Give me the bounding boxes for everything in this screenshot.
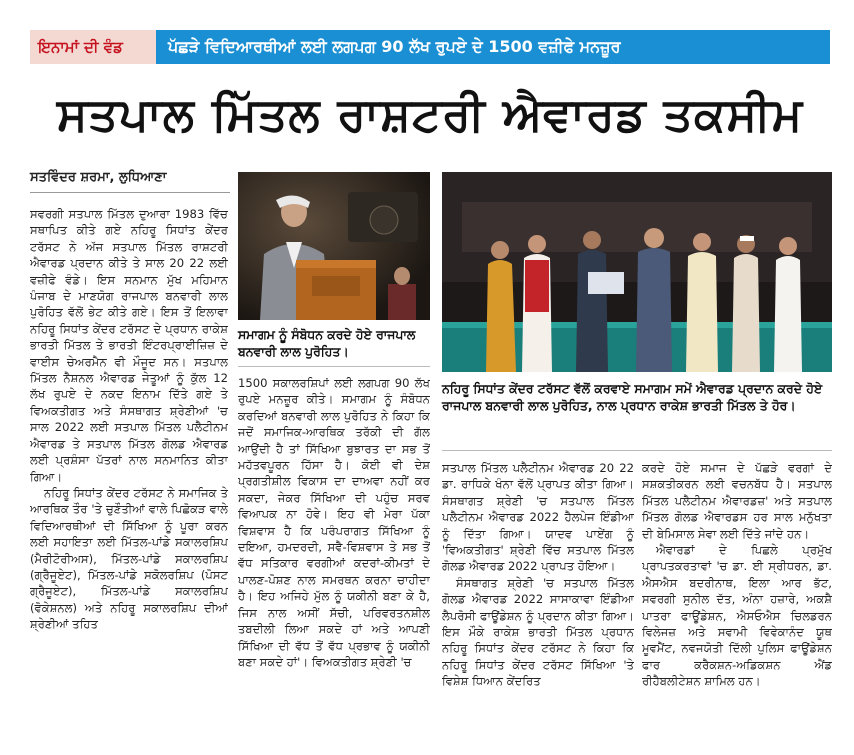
paragraph: ਕਰਦੇ ਹੋਏ ਸਮਾਜ ਦੇ ਪੱਛੜੇ ਵਰਗਾਂ ਦੇ ਸਸ਼ਕਤੀਕਰਨ ਲਈ ਵਚਨਬੱਧ ਹੈ। ਸਤਪਾਲ ਮਿੱਤਲ ਪਲੈਟੀਨਮ ਐਵਾਰਡਜ਼' ਅਤੇ ਸਤਪਾਲ ਮਿੱਤਲ ਗੋਲਡ ਐਵਾਰਡਸ ਹਰ ਸਾਲ ਮਨੁੱਖਤਾ ਦੀ ਬੇਮਿਸਾਲ ਸੇਵਾ ਲਈ ਦਿੱਤੇ ਜਾਂਦੇ ਹਨ।	[642, 461, 832, 541]
governor-speech-photo	[238, 172, 430, 320]
byline-divider	[30, 192, 230, 193]
headline: ਸਤਪਾਲ ਮਿੱਤਲ ਰਾਸ਼ਟਰੀ ਐਵਾਰਡ ਤਕਸੀਮ	[56, 87, 804, 141]
byline: ਸਤਵਿੰਦਰ ਸ਼ਰਮਾ, ਲੁਧਿਆਣਾ	[30, 170, 167, 185]
subheadline: ਪੱਛੜੇ ਵਿਦਿਆਰਥੀਆਂ ਲਈ ਲਗਪਗ 90 ਲੱਖ ਰੁਪਏ ਦੇ 1500 ਵਜ਼ੀਫੇ ਮਨਜ਼ੂਰ	[156, 30, 830, 64]
photo-caption-1: ਸਮਾਗਮ ਨੂੰ ਸੰਬੋਧਨ ਕਰਦੇ ਹੋਏ ਰਾਜਪਾਲ ਬਨਵਾਰੀ ਲਾਲ ਪੁਰੋਹਿਤ।	[238, 327, 416, 359]
caption-divider	[442, 450, 832, 451]
paragraph: ਸਵਰਗੀ ਸਤਪਾਲ ਮਿੱਤਲ ਦੁਆਰਾ 1983 ਵਿੱਚ ਸਥਾਪਿਤ ਕੀਤੇ ਗਏ ਨਹਿਰੂ ਸਿਧਾਂਤ ਕੇਂਦਰ ਟਰੱਸਟ ਨੇ ਅੱਜ ਸਤਪਾਲ ਮਿੱਤਲ ਰਾਸ਼ਟਰੀ ਐਵਾਰਡ ਪ੍ਰਦਾਨ ਕੀਤੇ ਤੇ ਸਾਲ 20 22 ਲਈ ਵਜ਼ੀਫੇ ਵੰਡੇ। ਇਸ ਸਨਮਾਨ ਮੁੱਖ ਮਹਿਮਾਨ ਪੰਜਾਬ ਦੇ ਮਾਣਯੋਗ ਰਾਜਪਾਲ ਬਨਵਾਰੀ ਲਾਲ ਪੁਰੋਹਿਤ ਵੱਲੋਂ ਭੇਟ ਕੀਤੇ ਗਏ। ਇਸ ਤੋਂ ਇਲਾਵਾ ਨਹਿਰੂ ਸਿਧਾਂਤ ਕੇਂਦਰ ਟਰੱਸਟ ਦੇ ਪ੍ਰਧਾਨ ਰਾਕੇਸ਼ ਭਾਰਤੀ ਮਿੱਤਲ ਤੇ ਭਾਰਤੀ ਇੰਟਰਪ੍ਰਾਈਜ਼ਿਜ਼ ਦੇ ਵਾਈਸ ਚੇਅਰਮੈਨ ਵੀ ਮੌਜੂਦ ਸਨ। ਸਤਪਾਲ ਮਿੱਤਲ ਨੈਸ਼ਨਲ ਐਵਾਰਡ ਜੇਤੂਆਂ ਨੂੰ ਕੁੱਲ 12 ਲੱਖ ਰੁਪਏ ਦੇ ਨਕਦ ਇਨਾਮ ਦਿੱਤੇ ਗਏ ਤੇ ਵਿਅਕਤੀਗਤ ਅਤੇ ਸੰਸਥਾਗਤ ਸ਼੍ਰੇਣੀਆਂ 'ਚ ਸਾਲ 2022 ਲਈ ਸਤਪਾਲ ਮਿੱਤਲ ਪਲੈਟੀਨਮ ਐਵਾਰਡ ਤੇ ਸਤਪਾਲ ਮਿੱਤਲ ਗੋਲਡ ਐਵਾਰਡ ਲਈ ਪ੍ਰਸ਼ੰਸਾ ਪੱਤਰਾਂ ਨਾਲ ਸਨਮਾਨਿਤ ਕੀਤਾ ਗਿਆ।	[30, 207, 228, 484]
photo-caption-2: ਨਹਿਰੂ ਸਿਧਾਂਤ ਕੇਂਦਰ ਟਰੱਸਟ ਵੱਲੋਂ ਕਰਵਾਏ ਸਮਾਗਮ ਸਮੇਂ ਐਵਾਰਡ ਪ੍ਰਦਾਨ ਕਰਦੇ ਹੋਏ ਰਾਜਪਾਲ ਬਨਵਾਰੀ ਲਾਲ ਪੁਰੋਹਿਤ, ਨਾਲ ਪ੍ਰਧਾਨ ਰਾਕੇਸ਼ ਭਾਰਤੀ ਮਿੱਤਲ ਤੇ ਹੋਰ।	[442, 381, 823, 413]
paragraph: ਐਵਾਰਡਾਂ ਦੇ ਪਿਛਲੇ ਪ੍ਰਮੁੱਖ ਪ੍ਰਾਪਤਕਰਤਾਵਾਂ 'ਚ ਡਾ. ਈ ਸ੍ਰੀਧਰਨ, ਡਾ. ਐਸਐਸ ਬਦਰੀਨਾਥ, ਇਲਾ ਆਰ ਭੱਟ, ਸਵਰਗੀ ਸੁਨੀਲ ਦੱਤ, ਅੰਨਾ ਹਜ਼ਾਰੇ, ਅਕਸ਼ੈ ਪਾਤਰਾ ਫਾਊਂਡੇਸ਼ਨ, ਐਸਓਐਸ ਚਿਲਡਰਨ ਵਿਲੇਜਜ਼ ਅਤੇ ਸਵਾਮੀ ਵਿਵੇਕਾਨੰਦ ਯੂਥ ਮੂਵਮੈਂਟ, ਨਵਜਯੋਤੀ ਦਿੱਲੀ ਪੁਲਿਸ ਫਾਊਂਡੇਸ਼ਨ ਫਾਰ ਕਰੈਕਸ਼ਨ-ਅਡਿਕਸ਼ਨ ਐਂਡ ਰੀਹੈਬਲੀਟੇਸ਼ਨ ਸ਼ਾਮਿਲ ਹਨ।	[642, 543, 832, 689]
article-column-3	[442, 460, 634, 741]
article-column-1	[30, 206, 228, 741]
paragraph: ਸੰਸਥਾਗਤ ਸ਼੍ਰੇਣੀ 'ਚ ਸਤਪਾਲ ਮਿੱਤਲ ਗੋਲਡ ਐਵਾਰਡ 2022 ਸਾਸਾਕਾਵਾ ਇੰਡੀਆ ਲੈਪਰੋਸੀ ਫਾਊਂਡੇਸ਼ਨ ਨੂੰ ਪ੍ਰਦਾਨ ਕੀਤਾ ਗਿਆ। ਇਸ ਮੌਕੇ ਰਾਕੇਸ਼ ਭਾਰਤੀ ਮਿੱਤਲ ਪ੍ਰਧਾਨ ਨਹਿਰੂ ਸਿਧਾਂਤ ਕੇਂਦਰ ਟਰੱਸਟ ਨੇ ਕਿਹਾ ਕਿ ਨਹਿਰੂ ਸਿਧਾਂਤ ਕੇਂਦਰ ਟਰੱਸਟ ਸਿੱਖਿਆ 'ਤੇ ਵਿਸ਼ੇਸ਼ ਧਿਆਨ ਕੇਂਦਰਿਤ	[442, 575, 634, 689]
section-kicker: ਇਨਾਮਾਂ ਦੀ ਵੰਡ	[30, 30, 156, 64]
award-ceremony-photo	[442, 172, 832, 372]
caption-divider	[238, 366, 430, 367]
paragraph: 1500 ਸਕਾਲਰਸ਼ਿਪਾਂ ਲਈ ਲਗਪਗ 90 ਲੱਖ ਰੁਪਏ ਮਨਜ਼ੂਰ ਕੀਤੇ। ਸਮਾਗਮ ਨੂੰ ਸੰਬੋਧਨ ਕਰਦਿਆਂ ਬਨਵਾਰੀ ਲਾਲ ਪੁਰੋਹਿਤ ਨੇ ਕਿਹਾ ਕਿ ਜਦੋਂ ਸਮਾਜਿਕ-ਆਰਥਿਕ ਤਰੱਕੀ ਦੀ ਗੱਲ ਆਉਂਦੀ ਹੈ ਤਾਂ ਸਿੱਖਿਆ ਬੁਝਾਰਤ ਦਾ ਸਭ ਤੋਂ ਮਹੱਤਵਪੂਰਨ ਹਿੱਸਾ ਹੈ। ਕੋਈ ਵੀ ਦੇਸ਼ ਪ੍ਰਗਤੀਸ਼ੀਲ ਵਿਕਾਸ ਦਾ ਦਾਅਵਾ ਨਹੀਂ ਕਰ ਸਕਦਾ, ਜੇਕਰ ਸਿੱਖਿਆ ਦੀ ਪਹੁੰਚ ਸਰਵ ਵਿਆਪਕ ਨਾ ਹੋਵੇ। ਇਹ ਵੀ ਮੇਰਾ ਪੱਕਾ ਵਿਸ਼ਵਾਸ ਹੈ ਕਿ ਪਰੰਪਰਾਗਤ ਸਿੱਖਿਆ ਨੂੰ ਦਇਆ, ਹਮਦਰਦੀ, ਸਵੈ-ਵਿਸ਼ਵਾਸ ਤੇ ਸਭ ਤੋਂ ਵੱਧ ਸਤਿਕਾਰ ਵਰਗੀਆਂ ਕਦਰਾਂ-ਕੀਮਤਾਂ ਦੇ ਪਾਲਣ-ਪੋਸ਼ਣ ਨਾਲ ਸਮਰਥਨ ਕਰਨਾ ਚਾਹੀਦਾ ਹੈ। ਇਹ ਅਜਿਹੇ ਮੁੱਲ ਨੂੰ ਯਕੀਨੀ ਬਣਾ ਕੇ ਹੈ, ਜਿਸ ਨਾਲ ਅਸੀਂ ਸੱਚੀ, ਪਰਿਵਰਤਨਸ਼ੀਲ ਤਬਦੀਲੀ ਲਿਆ ਸਕਦੇ ਹਾਂ ਅਤੇ ਆਪਣੀ ਸਿੱਖਿਆ ਦੀ ਵੱਧ ਤੋਂ ਵੱਧ ਪ੍ਰਭਾਵ ਨੂੰ ਯਕੀਨੀ ਬਣਾ ਸਕਦੇ ਹਾਂ'। ਵਿਅਕਤੀਗਤ ਸ਼੍ਰੇਣੀ 'ਚ	[238, 376, 430, 669]
article-column-4	[642, 460, 832, 741]
article-column-2	[238, 375, 430, 741]
paragraph: ਨਹਿਰੂ ਸਿਧਾਂਤ ਕੇਂਦਰ ਟਰੱਸਟ ਨੇ ਸਮਾਜਿਕ ਤੇ ਆਰਥਿਕ ਤੌਰ 'ਤੇ ਚੁਣੌਤੀਆਂ ਵਾਲੇ ਪਿਛੋਕੜ ਵਾਲੇ ਵਿਦਿਆਰਥੀਆਂ ਦੀ ਸਿੱਖਿਆ ਨੂੰ ਪੂਰਾ ਕਰਨ ਲਈ ਸਹਾਇਤਾ ਲਈ ਮਿੱਤਲ-ਪਾਂਡੇ ਸਕਾਲਰਸ਼ਿਪ (ਮੈਰੀਟੋਰੀਅਸ), ਮਿੱਤਲ-ਪਾਂਡੇ ਸਕਾਲਰਸ਼ਿਪ (ਗ੍ਰੈਜੂਏਟ), ਮਿੱਤਲ-ਪਾਂਡੇ ਸਕੋਲਰਸ਼ਿਪ (ਪੋਸਟ ਗ੍ਰੈਜੂਏਟ), ਮਿੱਤਲ-ਪਾਂਡੇ ਸਕਾਲਰਸ਼ਿਪ (ਵੋਕੇਸ਼ਨਲ) ਅਤੇ ਨਹਿਰੂ ਸਕਾਲਰਸ਼ਿਪ ਦੀਆਂ ਸ਼੍ਰੇਣੀਆਂ ਤਹਿਤ	[30, 485, 228, 632]
paragraph: ਸਤਪਾਲ ਮਿੱਤਲ ਪਲੈਟੀਨਮ ਐਵਾਰਡ 20 22 ਡਾ. ਰਾਧਿਕੇ ਖੰਨਾ ਵੱਲੋਂ ਪ੍ਰਾਪਤ ਕੀਤਾ ਗਿਆ। ਸੰਸਥਾਗਤ ਸ਼੍ਰੇਣੀ 'ਚ ਸਤਪਾਲ ਮਿੱਤਲ ਪਲੈਟੀਨਮ ਐਵਾਰਡ 2022 ਹੈਲਪੇਜ ਇੰਡੀਆ ਨੂੰ ਦਿੱਤਾ ਗਿਆ। ਯਾਦਵ ਪਾਏਂਗ ਨੂੰ 'ਵਿਅਕਤੀਗਤ' ਸ਼੍ਰੇਣੀ ਵਿੱਚ ਸਤਪਾਲ ਮਿੱਤਲ ਗੋਲਡ ਐਵਾਰਡ 2022 ਪ੍ਰਾਪਤ ਹੋਇਆ।	[442, 461, 634, 574]
top-bar	[30, 30, 830, 64]
